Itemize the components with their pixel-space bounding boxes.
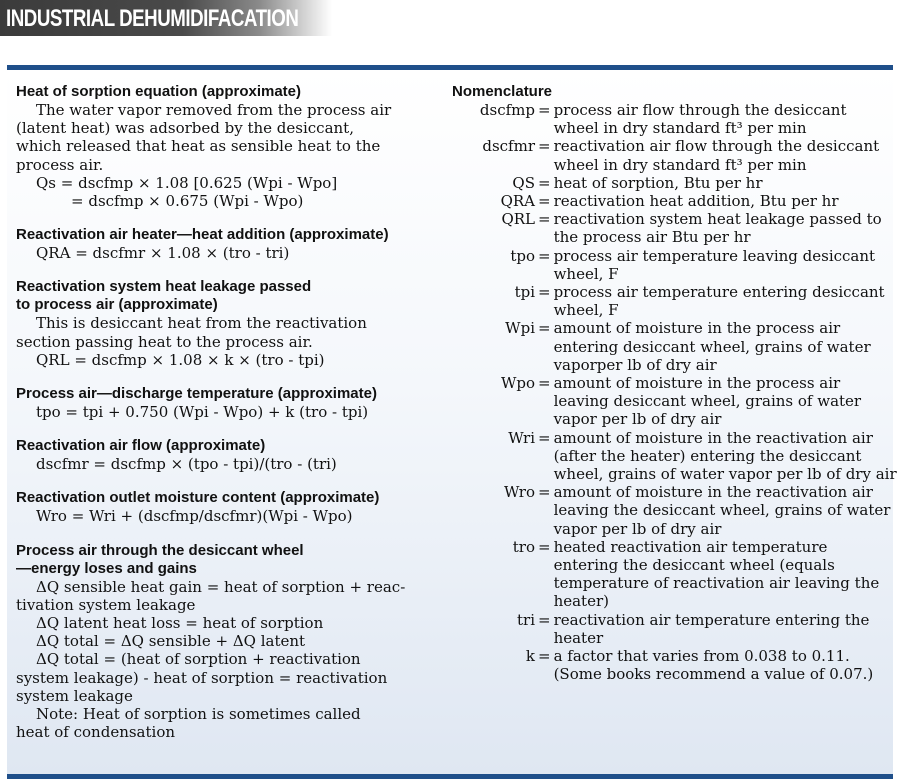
equals-sign: = <box>538 374 551 393</box>
nomenclature-definition <box>554 374 898 429</box>
definition-line: a factor that varies from 0.038 to 0.11. <box>553 647 850 666</box>
note-line: heat of condensation <box>16 723 176 742</box>
definition-line: amount of moisture in the process air <box>553 374 841 393</box>
nomenclature-term: k <box>525 647 535 666</box>
definition-line: wheel, grains of water vapor per lb of dry air <box>553 465 897 484</box>
energy-line: ΔQ sensible heat gain = heat of sorption + reac- <box>36 577 406 596</box>
nomenclature-term: Wpo <box>500 374 535 393</box>
equals-sign: = <box>538 173 551 192</box>
leak-heading: Reactivation system heat leakage passed <box>16 278 312 296</box>
nomenclature-item <box>452 210 898 246</box>
equals-sign: = <box>538 428 551 447</box>
nomenclature-term: tpo <box>510 246 535 265</box>
equals-sign: = <box>538 210 551 229</box>
definition-line: wheel, F <box>553 301 619 320</box>
nomenclature-item <box>452 192 898 210</box>
definition-line: amount of moisture in the reactivation air <box>553 428 873 447</box>
discharge-equation: tpo = tpi + 0.750 (Wpi - Wpo) + k (tro - tpi) <box>36 403 369 422</box>
nomenclature-definition <box>554 319 898 374</box>
leak-heading: to process air (approximate) <box>16 296 218 314</box>
header-banner <box>0 0 332 36</box>
nomenclature-definition <box>554 611 898 647</box>
definition-line: reactivation air flow through the desiccant <box>553 137 880 156</box>
nomenclature-definition <box>554 192 898 210</box>
flow-equation: dscfmr = dscfmp × (tpo - tpi)/(tro - (tri) <box>36 455 337 474</box>
moisture-heading: Reactivation outlet moisture content (approximate) <box>16 489 380 507</box>
banner-title: INDUSTRIAL DEHUMIDIFACATION <box>6 5 299 32</box>
definition-line: vapor per lb of dry air <box>553 519 722 538</box>
energy-line: ΔQ total = (heat of sorption + reactivation <box>36 650 361 669</box>
nomenclature-item <box>452 174 898 192</box>
sorption-text: which released that heat as sensible heat to the <box>16 137 381 156</box>
nomenclature-term: dscfmr <box>482 137 535 156</box>
sorption-text: The water vapor removed from the process air <box>36 101 392 119</box>
sorption-text: process air. <box>16 155 104 174</box>
energy-line: tivation system leakage <box>16 595 196 614</box>
nomenclature-definition <box>554 283 898 319</box>
equals-sign: = <box>538 283 551 302</box>
sorption-equation: Qs = dscfmp × 1.08 [0.625 (Wpi - Wpo] <box>36 173 338 192</box>
energy-line: ΔQ total = ΔQ sensible + ΔQ latent <box>36 632 306 651</box>
nomenclature-item <box>452 538 898 611</box>
nomenclature-list <box>452 101 898 684</box>
definition-line: leaving desiccant wheel, grains of water <box>553 392 862 411</box>
definition-line: amount of moisture in the process air <box>553 319 841 338</box>
definition-line: heater) <box>553 592 609 611</box>
discharge-heading: Process air—discharge temperature (approximate) <box>16 385 377 403</box>
nomenclature-term: Wro <box>504 483 535 502</box>
sorption-equation: = dscfmp × 0.675 (Wpi - Wpo) <box>71 192 304 211</box>
definition-line: wheel, F <box>553 264 619 283</box>
definition-line: heated reactivation air temperature <box>553 537 828 556</box>
definition-line: leaving the desiccant wheel, grains of water <box>553 501 891 520</box>
equals-sign: = <box>538 647 551 666</box>
nomenclature-definition <box>554 538 898 611</box>
equals-sign: = <box>538 192 551 211</box>
equals-sign: = <box>538 246 551 265</box>
definition-line: heat of sorption, Btu per hr <box>553 173 763 192</box>
sorption-text: (latent heat) was adsorbed by the desiccant, <box>16 119 354 138</box>
nomenclature-item <box>452 483 898 538</box>
energy-heading: —energy loses and gains <box>16 559 197 577</box>
definition-line: entering desiccant wheel, grains of water <box>553 337 871 356</box>
note-line: Note: Heat of sorption is sometimes called <box>36 705 361 724</box>
definition-line: vaporper lb of dry air <box>553 355 717 374</box>
equations-column <box>16 83 436 741</box>
nomenclature-definition <box>554 137 898 173</box>
equals-sign: = <box>538 319 551 338</box>
nomenclature-item <box>452 647 898 683</box>
definition-line: process air temperature entering desiccant <box>553 283 885 302</box>
energy-line: system leakage <box>16 686 133 705</box>
definition-line: vapor per lb of dry air <box>553 410 722 429</box>
definition-line: entering the desiccant wheel (equals <box>553 556 835 575</box>
nomenclature-definition <box>554 429 898 484</box>
nomenclature-definition <box>554 647 898 683</box>
nomenclature-column <box>452 83 898 684</box>
energy-line: ΔQ latent heat loss = heat of sorption <box>36 614 324 633</box>
leak-equation: QRL = dscfmp × 1.08 × k × (tro - tpi) <box>36 350 325 369</box>
nomenclature-term: QS <box>512 173 535 192</box>
equals-sign: = <box>538 483 551 502</box>
definition-line: process air flow through the desiccant <box>553 101 847 119</box>
definition-line: wheel in dry standard ft³ per min <box>553 155 807 174</box>
equals-sign: = <box>538 610 551 629</box>
nomenclature-definition <box>554 483 898 538</box>
nomenclature-item <box>452 374 898 429</box>
heater-equation: QRA = dscfmr × 1.08 × (tro - tri) <box>36 244 290 263</box>
nomenclature-term: tri <box>517 610 535 629</box>
nomenclature-definition <box>554 210 898 246</box>
nomenclature-definition <box>554 101 898 137</box>
moisture-equation: Wro = Wri + (dscfmp/dscfmr)(Wpi - Wpo) <box>36 507 353 526</box>
sorption-heading: Heat of sorption equation (approximate) <box>16 83 302 100</box>
nomenclature-item <box>452 247 898 283</box>
energy-line: system leakage) - heat of sorption = reactivation <box>16 668 388 687</box>
nomenclature-item <box>452 429 898 484</box>
definition-line: process air temperature leaving desiccant <box>553 246 876 265</box>
nomenclature-term: dscfmp <box>479 101 535 119</box>
nomenclature-term: QRL <box>501 210 535 229</box>
equals-sign: = <box>538 537 551 556</box>
heater-heading: Reactivation air heater—heat addition (approximate) <box>16 226 389 244</box>
definition-line: (after the heater) entering the desiccant <box>553 446 862 465</box>
flow-heading: Reactivation air flow (approximate) <box>16 437 266 455</box>
definition-line: wheel in dry standard ft³ per min <box>553 119 807 138</box>
nomenclature-term: tro <box>512 537 535 556</box>
nomenclature-term: Wpi <box>505 319 535 338</box>
definition-line: reactivation air temperature entering the <box>553 610 870 629</box>
nomenclature-item <box>452 611 898 647</box>
definition-line: reactivation heat addition, Btu per hr <box>553 192 839 211</box>
definition-line: heater <box>553 628 604 647</box>
nomenclature-heading: Nomenclature <box>452 83 553 100</box>
nomenclature-item <box>452 283 898 319</box>
nomenclature-definition <box>554 247 898 283</box>
nomenclature-term: QRA <box>500 192 535 211</box>
nomenclature-term: tpi <box>514 283 535 302</box>
leak-text: section passing heat to the process air. <box>16 332 313 351</box>
definition-line: the process air Btu per hr <box>553 228 751 247</box>
nomenclature-item <box>452 319 898 374</box>
equals-sign: = <box>538 101 551 119</box>
nomenclature-item <box>452 101 898 137</box>
nomenclature-item <box>452 137 898 173</box>
definition-line: temperature of reactivation air leaving the <box>553 574 880 593</box>
energy-heading: Process air through the desiccant wheel <box>16 541 304 559</box>
bottom-rule <box>7 774 893 779</box>
leak-text: This is desiccant heat from the reactivation <box>36 314 367 333</box>
definition-line: (Some books recommend a value of 0.07.) <box>553 665 874 684</box>
definition-line: amount of moisture in the reactivation air <box>553 483 873 502</box>
nomenclature-definition <box>554 174 898 192</box>
nomenclature-term: Wri <box>508 428 535 447</box>
definition-line: reactivation system heat leakage passed to <box>553 210 882 229</box>
equals-sign: = <box>538 137 551 156</box>
